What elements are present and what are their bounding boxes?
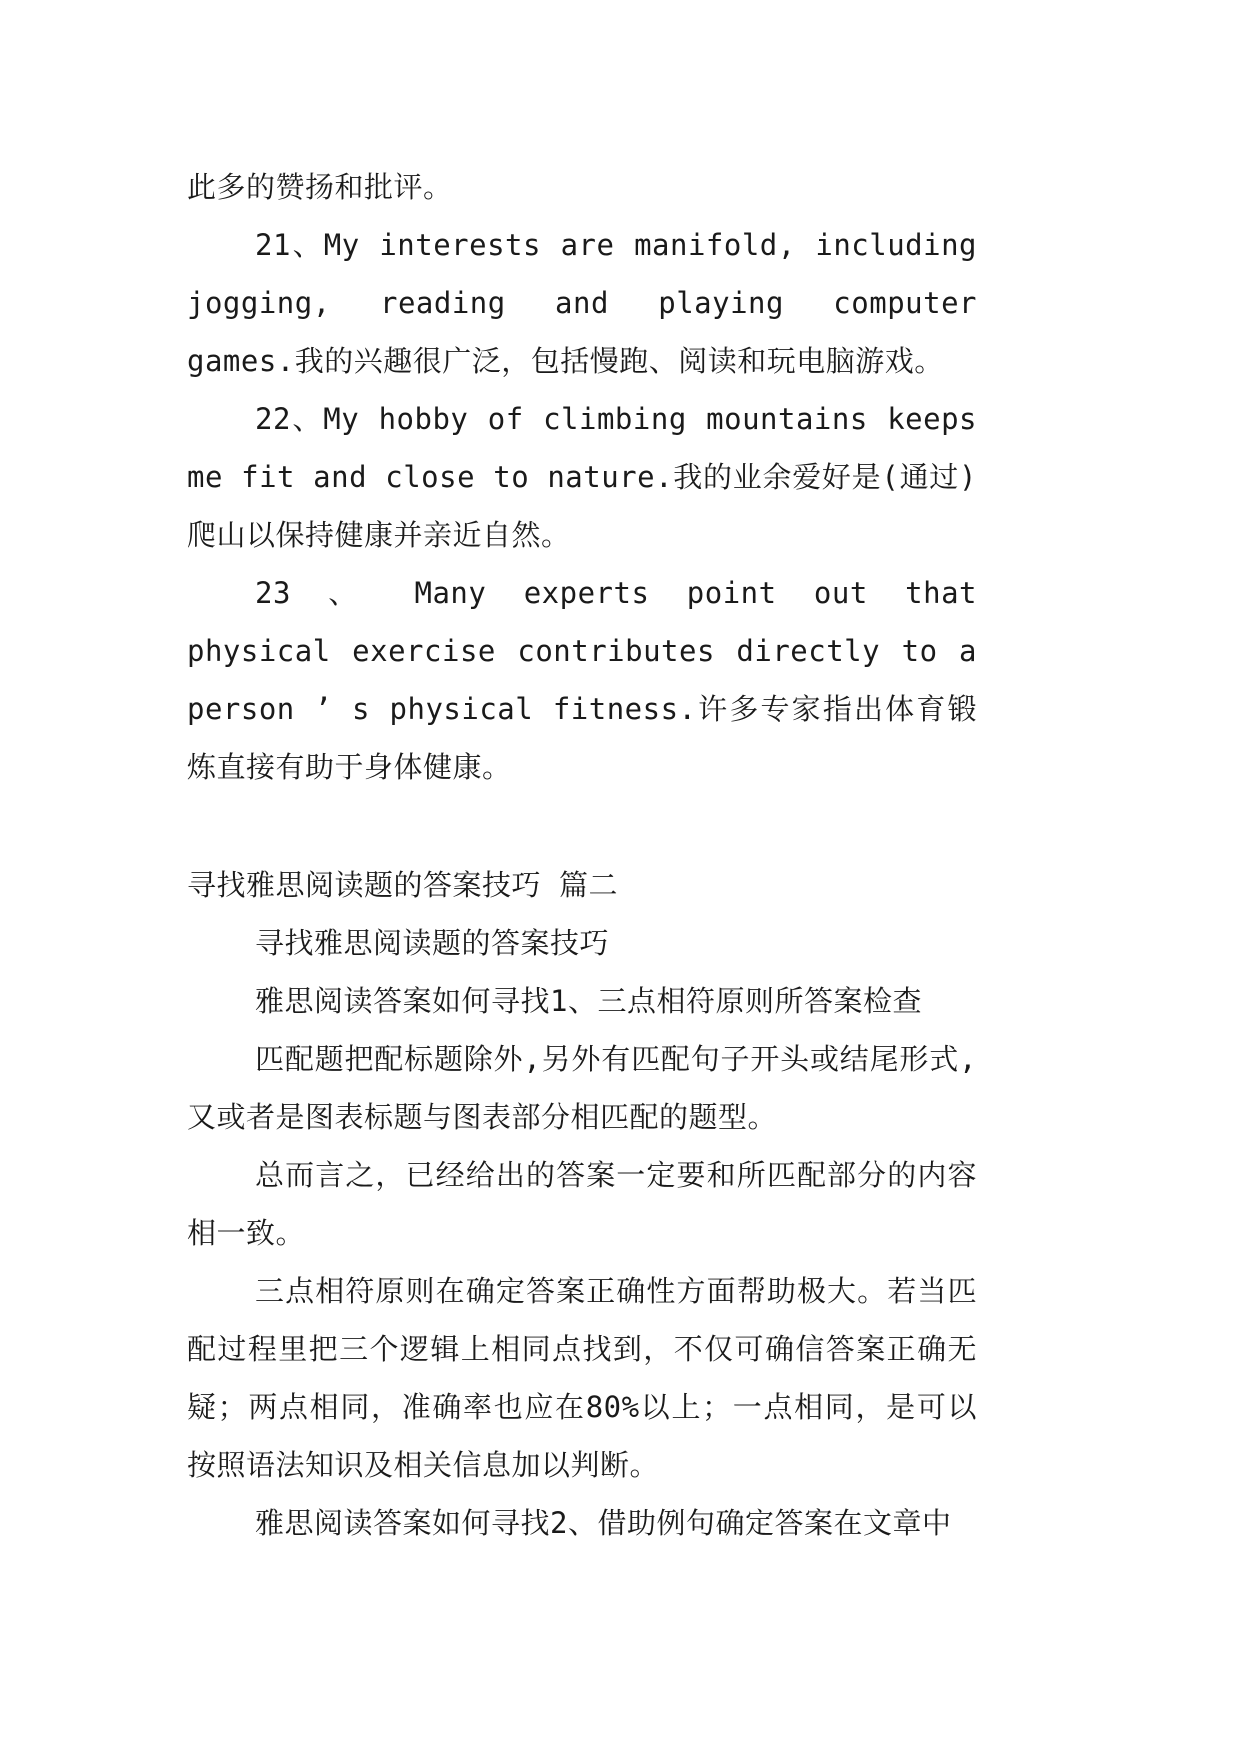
section-gap — [187, 796, 977, 856]
paragraph-matching: 匹配题把配标题除外,另外有匹配句子开头或结尾形式,又或者是图表标题与图表部分相匹配的题型。 — [187, 1042, 977, 1134]
paragraph-sentence-21: 21、My interests are manifold, including jogging, reading and playing computer games.我的兴趣很广泛，包括慢跑、阅读和玩电脑游戏。 — [187, 228, 977, 378]
paragraph-sentence-22: 22、My hobby of climbing mountains keeps me fit and close to nature.我的业余爱好是(通过)爬山以保持健康并亲近自然。 — [187, 402, 977, 552]
paragraph-section-title: 寻找雅思阅读题的答案技巧 — [255, 926, 610, 960]
section-heading: 寻找雅思阅读题的答案技巧 篇二 — [187, 868, 618, 902]
paragraph-continuation: 此多的赞扬和批评。 — [187, 170, 453, 204]
document-page — [187, 158, 977, 1552]
paragraph-summary: 总而言之，已经给出的答案一定要和所匹配部分的内容相一致。 — [187, 1158, 977, 1250]
paragraph-tip-1-title: 雅思阅读答案如何寻找1、三点相符原则所答案检查 — [255, 984, 922, 1018]
paragraph-tip-2-title: 雅思阅读答案如何寻找2、借助例句确定答案在文章中 — [255, 1506, 952, 1540]
paragraph-three-point-rule: 三点相符原则在确定答案正确性方面帮助极大。若当匹配过程里把三个逻辑上相同点找到，不仅可确信答案正确无疑；两点相同，准确率也应在80%以上；一点相同，是可以按照语法知识及相关信息加以判断。 — [187, 1274, 977, 1482]
paragraph-sentence-23: 23 、 Many experts point out that physical exercise contributes directly to a person ’ s physical fitness.许多专家指出体育锻炼直接有助于身体健康。 — [187, 576, 977, 784]
